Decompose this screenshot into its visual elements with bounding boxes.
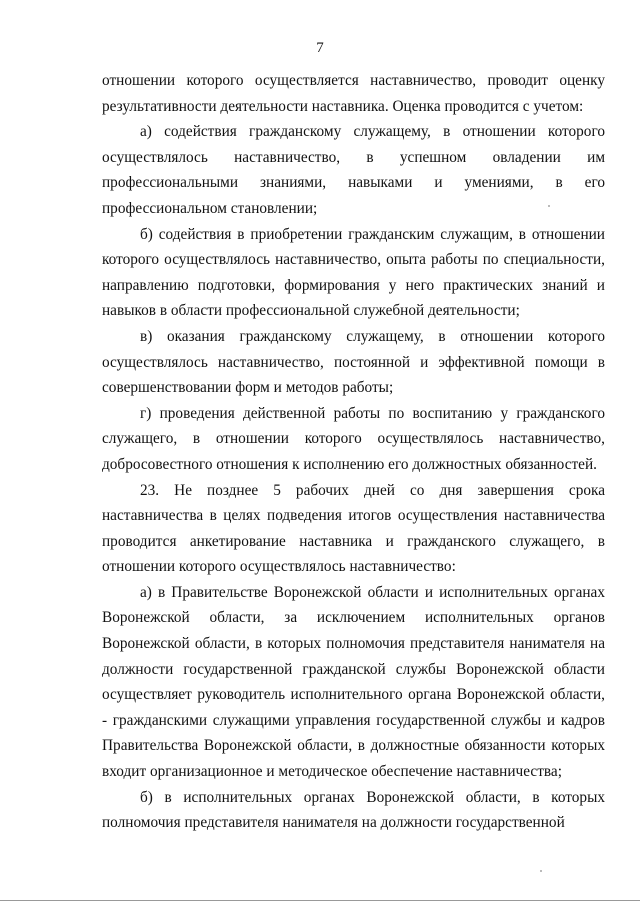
- paragraph-section-23-item-a: а) в Правительстве Воронежской области и исполнительных органах Воронежской области, за исключением исполнительных органов Воронежской области, в которых полномочия представителя нанимателя на должности государственной гражданской службы Воронежской области осуществляет руководитель исполнительного органа Воронежской области, - гражданскими служащими управления государственной службы и кадров Правительства Воронежской области, в должностные обязанности которых входит организационное и методическое обеспечение наставничества;: [102, 583, 605, 781]
- scan-speck: [548, 205, 550, 207]
- paragraph-item-a: а) содействия гражданскому служащему, в отношении которого осуществлялось наставничество, в успешном овладении им профессиональными знаниями, навыками и умениями, в его профессиональном становлении;: [102, 123, 605, 217]
- paragraph-item-v: в) оказания гражданскому служащему, в отношении которого осуществлялось наставничество, постоянной и эффективной помощи в совершенствовании форм и методов работы;: [102, 327, 605, 397]
- paragraph-item-g: г) проведения действенной работы по воспитанию у гражданского служащего, в отношении которого осуществлялось наставничество, добросовестного отношения к исполнению его должностных обязанностей.: [102, 404, 605, 473]
- paragraph-item-b: б) содействия в приобретении гражданским служащим, в отношении которого осуществлялось наставничество, опыта работы по специальности, направлению подготовки, формирования у него практических знаний и навыков в области профессиональной служебной деятельности;: [102, 225, 605, 320]
- paragraph-section-23: 23. Не позднее 5 рабочих дней со дня завершения срока наставничества в целях подведения итогов осуществления наставничества проводится анкетирование наставника и гражданского служащего, в отношении которого осуществлялось наставничество:: [102, 481, 605, 576]
- paragraph-section-23-item-b: б) в исполнительных органах Воронежской области, в которых полномочия представителя нанимателя на должности государственной: [102, 788, 605, 832]
- page-bottom-edge: [0, 900, 640, 901]
- page-number: 7: [316, 40, 324, 56]
- scan-speck: [540, 870, 542, 872]
- document-body: [102, 68, 605, 836]
- paragraph-continuation: отношении которого осуществляется наставничество, проводит оценку результативности деятельности наставника. Оценка проводится с учетом:: [102, 72, 605, 115]
